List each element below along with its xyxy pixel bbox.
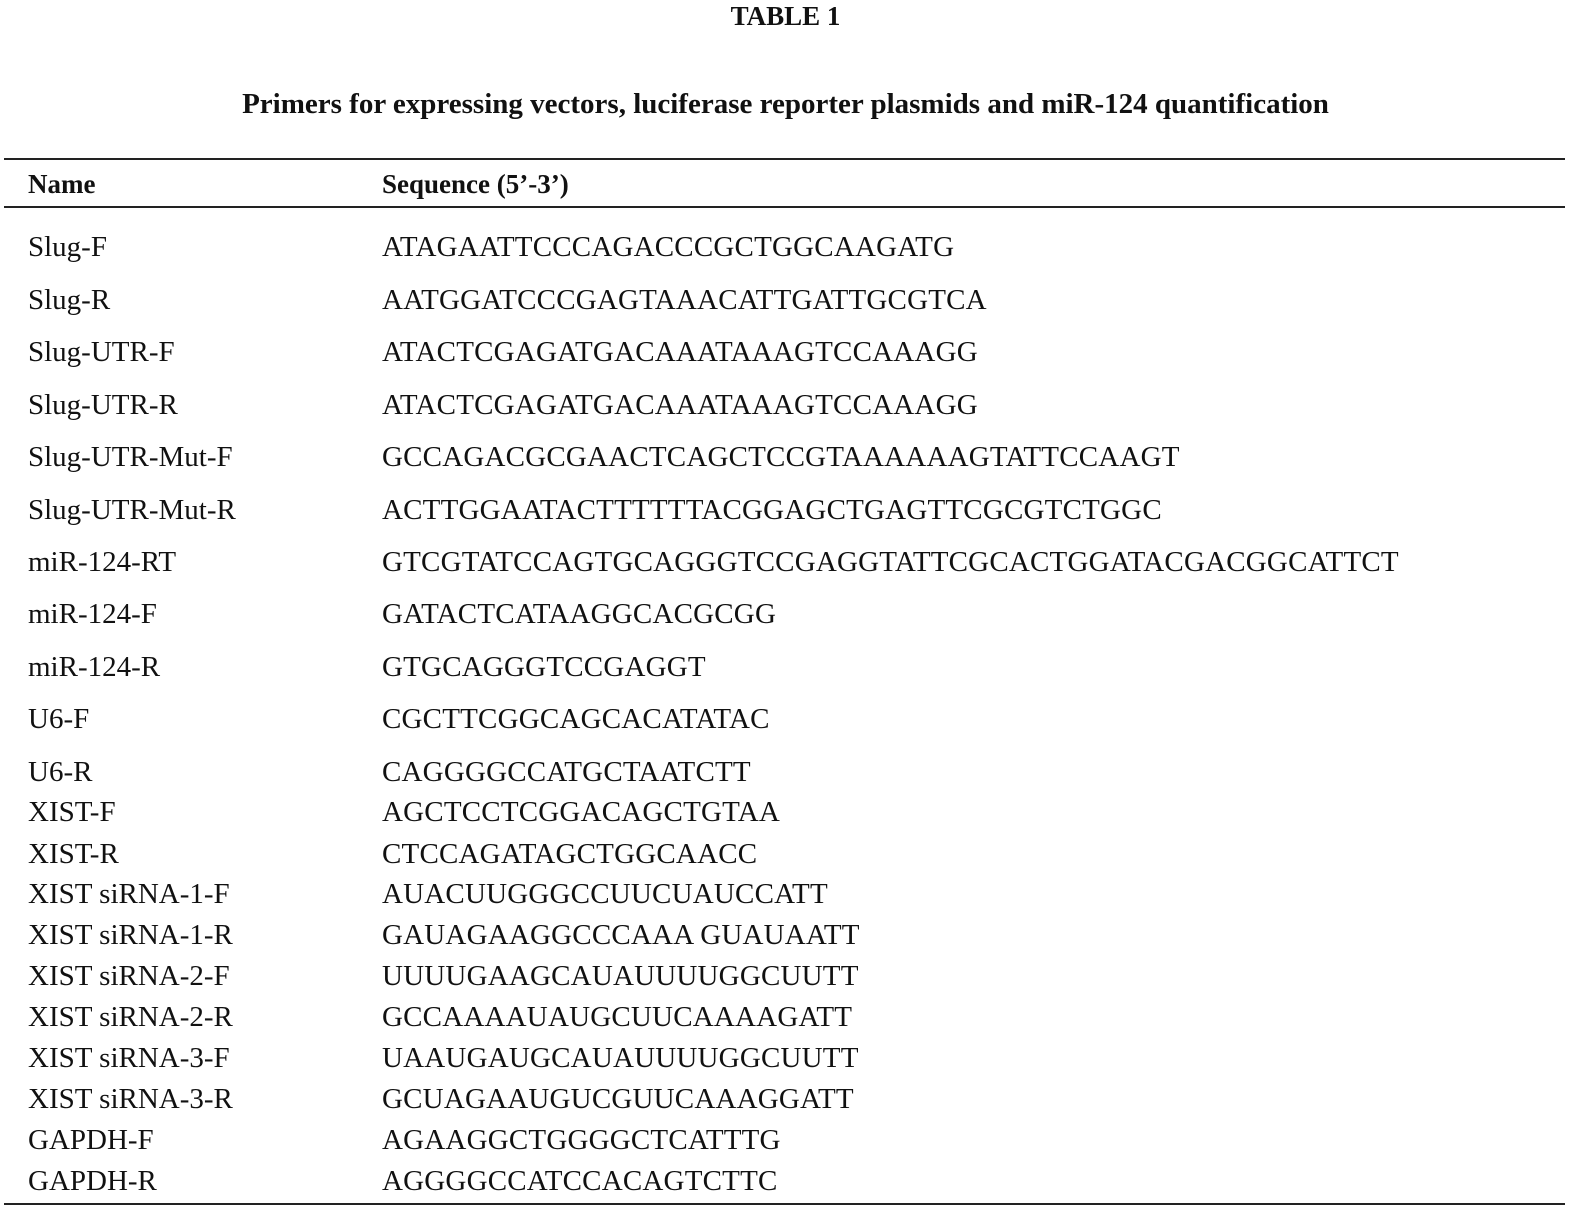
row-sequence: ATAGAATTCCCAGACCCGCTGGCAAGATG xyxy=(382,231,955,263)
row-sequence: GAUAGAAGGCCCAAA GUAUAATT xyxy=(382,919,860,951)
table-row xyxy=(0,1083,1571,1115)
table-row xyxy=(0,960,1571,992)
row-name: Slug-UTR-F xyxy=(28,336,175,368)
row-sequence: GCCAAAAUAUGCUUCAAAAGATT xyxy=(382,1001,853,1033)
header-sequence: Sequence (5’-3’) xyxy=(382,169,569,199)
row-name: XIST siRNA-2-R xyxy=(28,1001,233,1033)
row-sequence: GTCGTATCCAGTGCAGGGTCCGAGGTATTCGCACTGGATACGACGGCATTCT xyxy=(382,546,1399,578)
row-name: XIST-F xyxy=(28,796,116,828)
table-row xyxy=(0,336,1571,368)
row-name: GAPDH-R xyxy=(28,1165,157,1197)
row-name: Slug-UTR-R xyxy=(28,389,178,421)
row-sequence: ATACTCGAGATGACAAATAAAGTCCAAAGG xyxy=(382,389,978,421)
row-sequence: GCUAGAAUGUCGUUCAAAGGATT xyxy=(382,1083,854,1115)
row-sequence: AATGGATCCCGAGTAAACATTGATTGCGTCA xyxy=(382,284,987,316)
row-name: Slug-R xyxy=(28,284,111,316)
row-sequence: ACTTGGAATACTTTTTTACGGAGCTGAGTTCGCGTCTGGC xyxy=(382,494,1162,526)
row-name: Slug-UTR-Mut-R xyxy=(28,494,236,526)
row-name: miR-124-RT xyxy=(28,546,177,578)
row-sequence: CAGGGGCCATGCTAATCTT xyxy=(382,756,751,788)
table-row xyxy=(0,1001,1571,1033)
table-row xyxy=(0,231,1571,263)
table-row xyxy=(0,1124,1571,1156)
table-row xyxy=(0,878,1571,910)
table-row xyxy=(0,1042,1571,1074)
row-sequence: GATACTCATAAGGCACGCGG xyxy=(382,598,777,630)
row-name: XIST siRNA-1-F xyxy=(28,878,230,910)
row-name: U6-R xyxy=(28,756,93,788)
row-name: XIST-R xyxy=(28,838,119,870)
table-row xyxy=(0,1165,1571,1197)
table-row xyxy=(0,651,1571,683)
row-name: XIST siRNA-1-R xyxy=(28,919,233,951)
table-row xyxy=(0,546,1571,578)
row-sequence: GTGCAGGGTCCGAGGT xyxy=(382,651,706,683)
table-top-rule xyxy=(4,158,1565,160)
row-name: GAPDH-F xyxy=(28,1124,154,1156)
row-name: U6-F xyxy=(28,703,90,735)
row-sequence: UUUUGAAGCAUAUUUUGGCUUTT xyxy=(382,960,859,992)
row-name: XIST siRNA-3-F xyxy=(28,1042,230,1074)
table-caption: Primers for expressing vectors, luciferase reporter plasmids and miR-124 quantification xyxy=(242,88,1329,120)
header-name: Name xyxy=(28,169,96,199)
row-name: miR-124-R xyxy=(28,651,161,683)
table-row xyxy=(0,598,1571,630)
table-row xyxy=(0,284,1571,316)
table-row xyxy=(0,441,1571,473)
row-name: Slug-UTR-Mut-F xyxy=(28,441,233,473)
row-sequence: AUACUUGGGCCUUCUAUCCATT xyxy=(382,878,828,910)
table-header-rule xyxy=(4,206,1565,208)
row-sequence: GCCAGACGCGAACTCAGCTCCGTAAAAAAGTATTCCAAGT xyxy=(382,441,1180,473)
row-name: miR-124-F xyxy=(28,598,157,630)
table-row xyxy=(0,703,1571,735)
row-sequence: AGCTCCTCGGACAGCTGTAA xyxy=(382,796,781,828)
table-row xyxy=(0,494,1571,526)
table-row xyxy=(0,838,1571,870)
row-name: Slug-F xyxy=(28,231,107,263)
table-row xyxy=(0,796,1571,828)
table-bottom-rule xyxy=(4,1203,1565,1205)
table-label: TABLE 1 xyxy=(730,1,841,31)
row-sequence: ATACTCGAGATGACAAATAAAGTCCAAAGG xyxy=(382,336,978,368)
row-sequence: AGGGGCCATCCACAGTCTTC xyxy=(382,1165,778,1197)
row-name: XIST siRNA-2-F xyxy=(28,960,230,992)
row-sequence: AGAAGGCTGGGGCTCATTTG xyxy=(382,1124,781,1156)
row-sequence: CTCCAGATAGCTGGCAACC xyxy=(382,838,758,870)
table-header-row xyxy=(0,164,1571,204)
table-row xyxy=(0,756,1571,788)
table-row xyxy=(0,919,1571,951)
row-sequence: UAAUGAUGCAUAUUUUGGCUUTT xyxy=(382,1042,859,1074)
table-row xyxy=(0,389,1571,421)
row-name: XIST siRNA-3-R xyxy=(28,1083,233,1115)
row-sequence: CGCTTCGGCAGCACATATAC xyxy=(382,703,770,735)
